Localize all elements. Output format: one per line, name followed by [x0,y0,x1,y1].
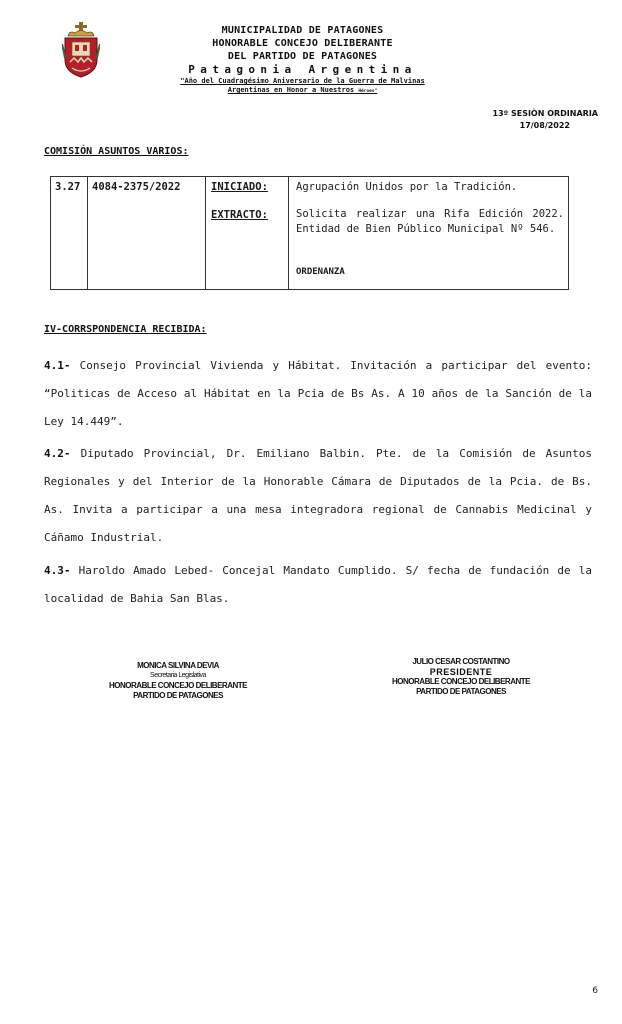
page-number: 6 [592,986,598,996]
signature-left [108,661,248,701]
section-title-correspondencia: IV-CORRSPONDENCIA RECIBIDA: [44,324,207,335]
signer-name: JULIO CESAR COSTANTINO [412,657,510,666]
item-text: Consejo Provincial Vivienda y Hábitat. Invitación a participar del evento: “Politicas de Acceso al Hábitat en la Pcia de Bs As. A 10 años de la Sanción de la Ley 14.449”. [44,359,592,428]
session-date: 17/08/2022 [519,121,570,130]
item-text: Haroldo Amado Lebed- Concejal Mandato Cumplido. S/ fecha de fundación de la localidad de Bahia San Blas. [44,564,592,605]
header-line-4: Patagonia Argentina [188,63,417,76]
signer-name: MONICA SILVINA DEVIA [137,661,219,670]
header-line-5: "Año del Cuadragésimo Aniversario de la Guerra de Malvinas [180,77,425,85]
signer-party: PARTIDO DE PATAGONES [133,691,223,700]
document-header [110,24,495,96]
label-extracto: EXTRACTO: [211,209,268,221]
item-num: 4.3- [44,564,71,577]
signature-right [386,657,536,697]
signer-body: HONORABLE CONCEJO DELIBERANTE [392,677,530,686]
tipo-value: ORDENANZA [296,267,345,277]
correspondence-item [44,440,592,552]
municipal-crest-icon [62,22,100,78]
expediente-number: 4084-2375/2022 [92,181,181,193]
header-line-6: Argentinas en Honor a Nuestros Héroes" [227,86,378,94]
correspondence-item [44,557,592,613]
item-num: 4.1- [44,359,71,372]
signer-role: PRESIDENTE [429,667,493,677]
session-title: 13º SESIÒN ORDINARIA [492,109,598,118]
header-line-2: HONORABLE CONCEJO DELIBERANTE [212,38,393,49]
signer-role: Secretaria Legislativa [150,672,206,679]
expediente-table [50,176,569,290]
header-line-3: DEL PARTIDO DE PATAGONES [227,51,378,62]
extracto-value: Solicita realizar una Rifa Edición 2022. Entidad de Bien Público Municipal Nº 546. [296,208,564,235]
section-title-comision: COMISIÓN ASUNTOS VARIOS: [44,146,189,157]
correspondence-item [44,352,592,436]
item-num: 4.2- [44,447,71,460]
header-line-1: MUNICIPALIDAD DE PATAGONES [221,25,384,36]
iniciado-value: Agrupación Unidos por la Tradición. [296,181,518,193]
signer-party: PARTIDO DE PATAGONES [416,687,506,696]
label-iniciado: INICIADO: [211,181,268,193]
item-number: 3.27 [55,181,81,193]
item-text: Diputado Provincial, Dr. Emiliano Balbin. Pte. de la Comisión de Asuntos Regionales y del Interior de la Honorable Cámara de Diputados de la Pcia. de Bs. As. Invita a participar a una mesa integradora regional de Cannabis Medicinal y Cáñamo Industrial. [44,447,593,544]
session-info [493,108,598,132]
signer-body: HONORABLE CONCEJO DELIBERANTE [109,681,247,690]
